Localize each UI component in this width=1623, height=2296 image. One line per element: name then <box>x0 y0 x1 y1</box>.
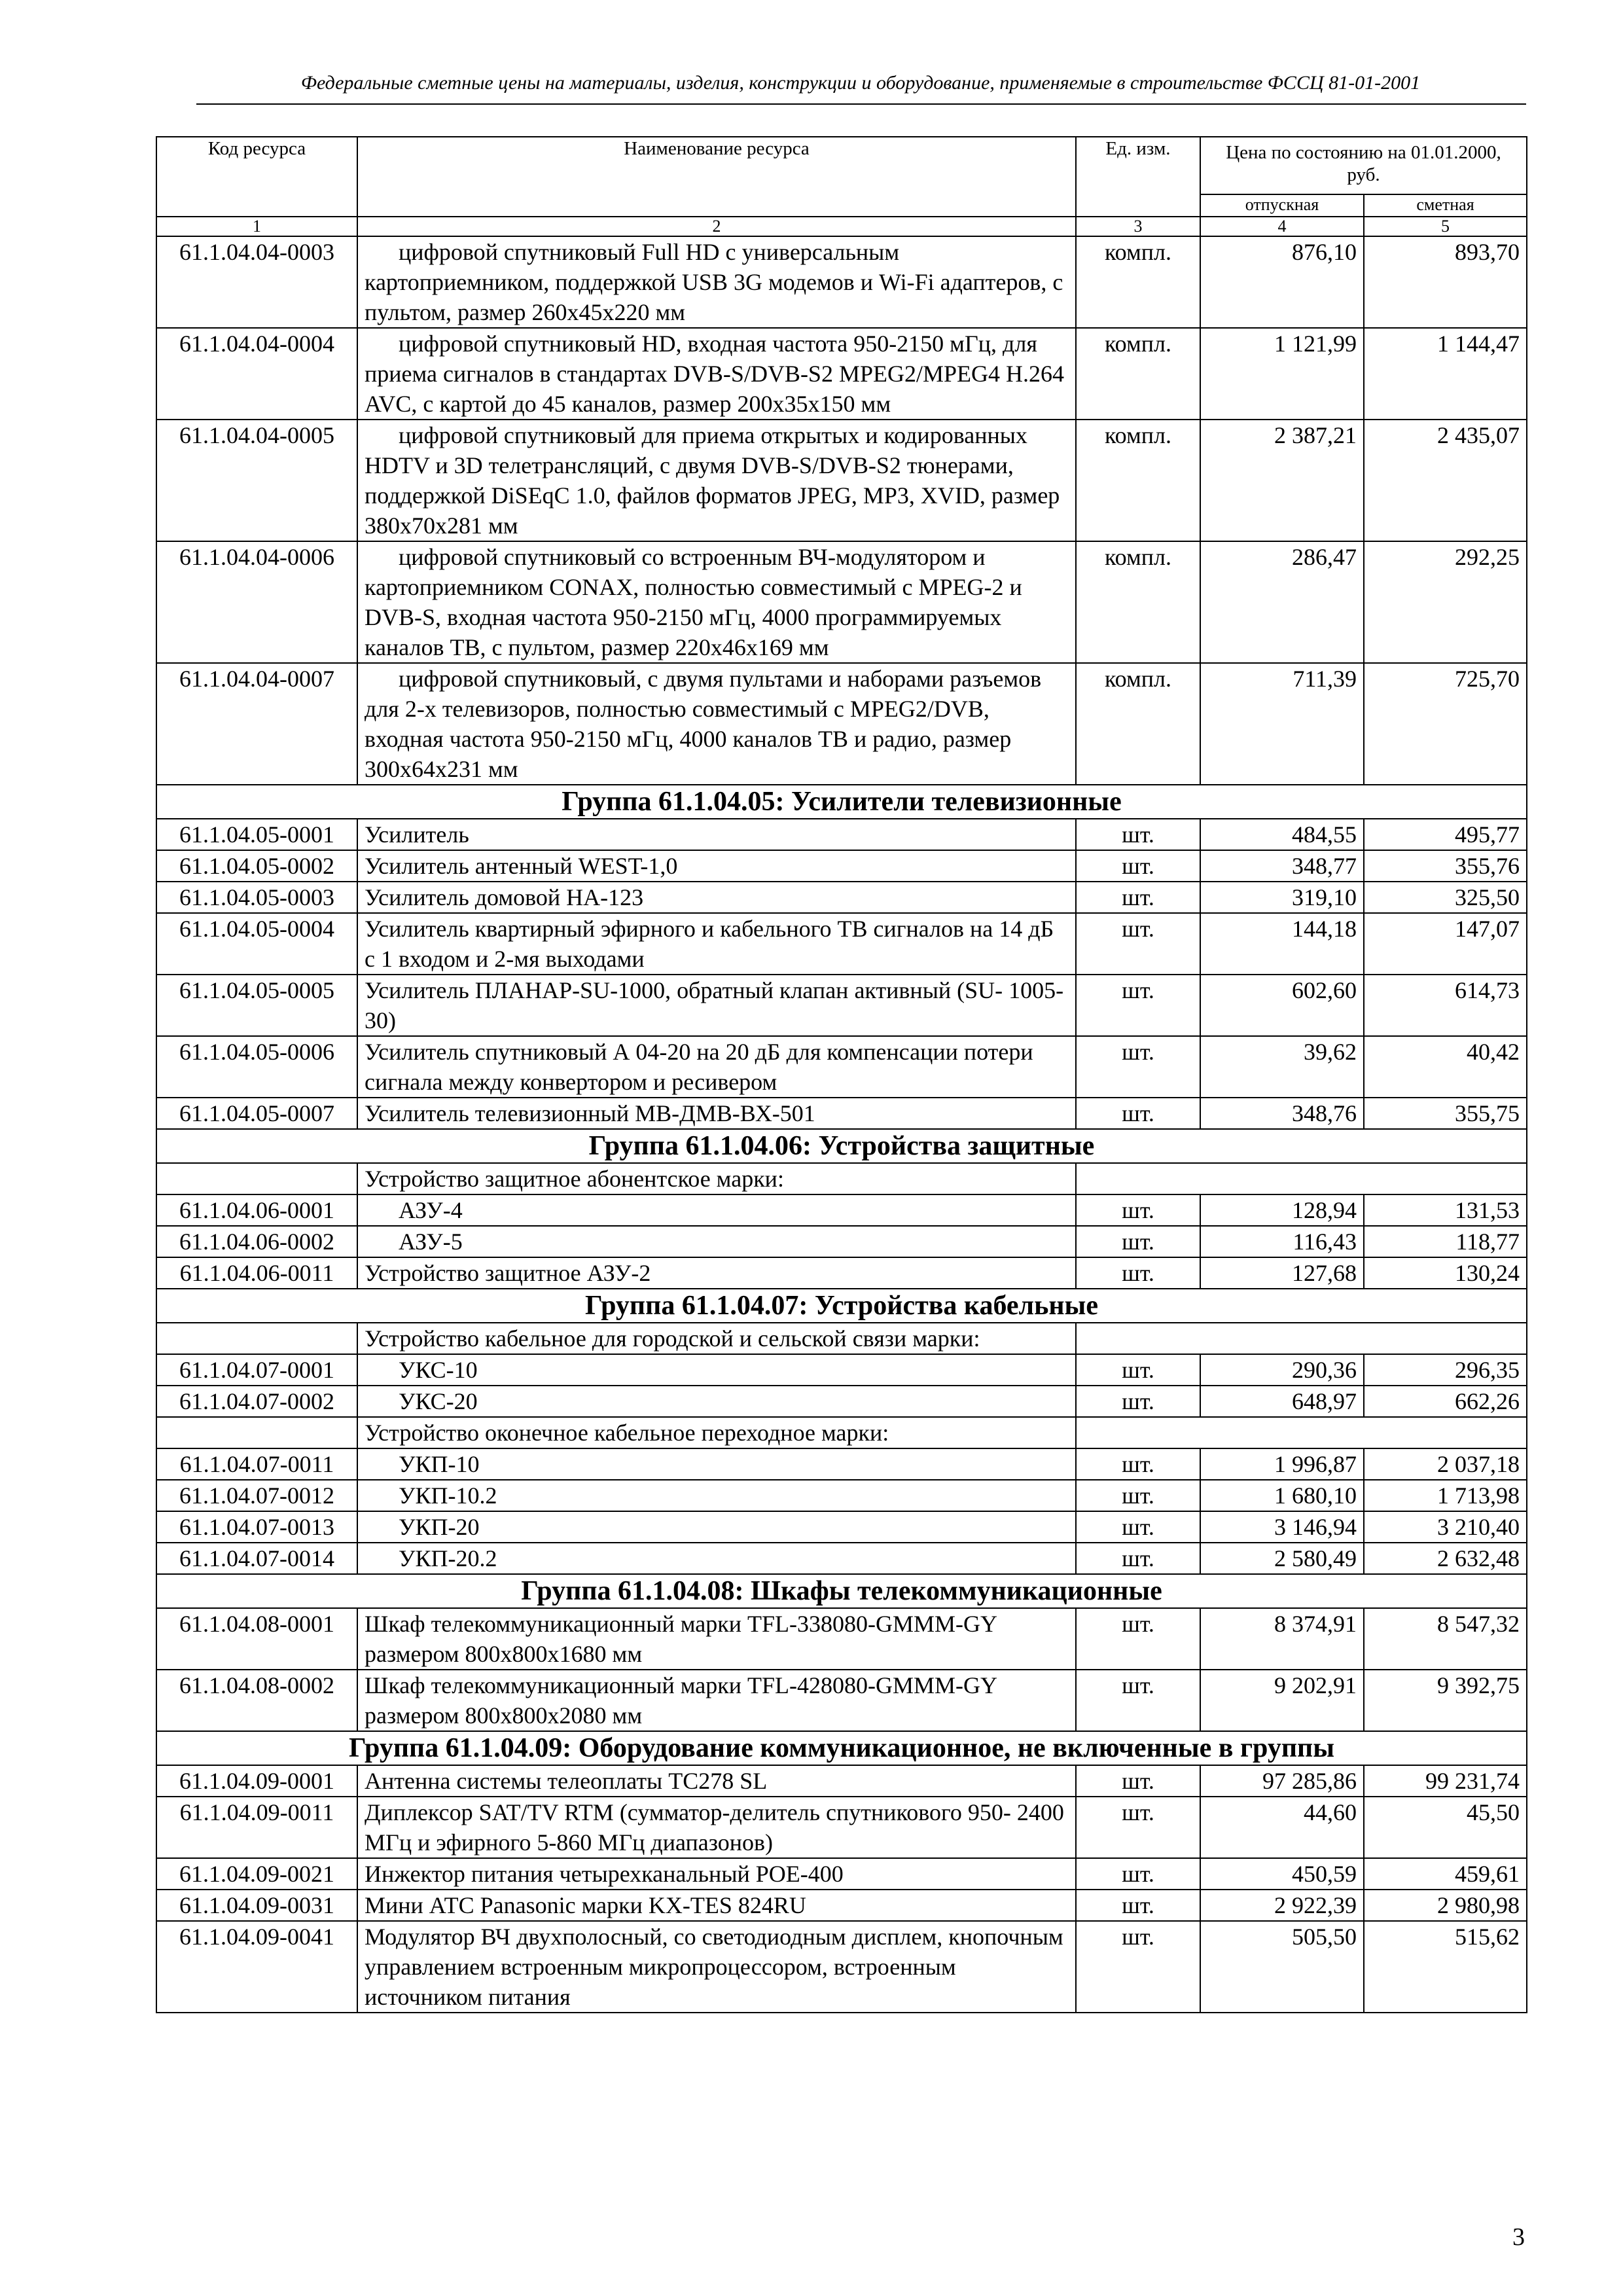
price-release: 1 996,87 <box>1200 1448 1364 1480</box>
resource-code: 61.1.04.07-0014 <box>156 1543 357 1574</box>
price-estimate: 662,26 <box>1364 1386 1527 1417</box>
group-heading: Группа 61.1.04.08: Шкафы телекоммуникационные <box>156 1574 1527 1608</box>
resource-name: Модулятор ВЧ двухполосный, со светодиодным дисплем, кнопочным управлением встроенным микропроцессором, встроенным источником питания <box>357 1921 1076 2013</box>
column-header-price-estimate: сметная <box>1364 194 1527 217</box>
resource-name: Усилитель домовой НА-123 <box>357 882 1076 913</box>
price-estimate: 118,77 <box>1364 1226 1527 1257</box>
resource-name: Усилитель телевизионный МВ-ДМВ-ВХ-501 <box>357 1098 1076 1129</box>
price-release: 3 146,94 <box>1200 1511 1364 1543</box>
table-row <box>156 1098 1527 1129</box>
group-heading-row <box>156 1731 1527 1765</box>
column-number: 5 <box>1364 217 1527 236</box>
resource-name-cell <box>357 663 1076 785</box>
price-estimate: 45,50 <box>1364 1797 1527 1858</box>
price-release: 348,77 <box>1200 850 1364 882</box>
resource-code: 61.1.04.07-0002 <box>156 1386 357 1417</box>
resource-code: 61.1.04.04-0007 <box>156 663 357 785</box>
table-row <box>156 1036 1527 1098</box>
resource-code: 61.1.04.08-0001 <box>156 1608 357 1670</box>
price-release: 2 580,49 <box>1200 1543 1364 1574</box>
resource-unit: шт. <box>1076 850 1200 882</box>
resource-code: 61.1.04.05-0001 <box>156 819 357 850</box>
resource-unit: компл. <box>1076 328 1200 420</box>
resource-name: АЗУ-5 <box>357 1226 1076 1257</box>
resource-code: 61.1.04.04-0006 <box>156 541 357 663</box>
price-estimate: 459,61 <box>1364 1858 1527 1890</box>
price-release: 144,18 <box>1200 913 1364 975</box>
price-estimate: 495,77 <box>1364 819 1527 850</box>
group-heading: Группа 61.1.04.05: Усилители телевизионные <box>156 785 1527 819</box>
table-row <box>156 1797 1527 1858</box>
price-release: 1 121,99 <box>1200 328 1364 420</box>
column-header-unit: Ед. изм. <box>1076 137 1200 217</box>
price-table <box>156 136 1527 2013</box>
price-estimate: 614,73 <box>1364 975 1527 1036</box>
table-row <box>156 1765 1527 1797</box>
empty-cells <box>1076 1323 1527 1354</box>
column-number: 2 <box>357 217 1076 236</box>
price-estimate: 2 980,98 <box>1364 1890 1527 1921</box>
resource-unit: шт. <box>1076 1480 1200 1511</box>
resource-name: УКС-10 <box>357 1354 1076 1386</box>
table-row <box>156 913 1527 975</box>
resource-unit: шт. <box>1076 1858 1200 1890</box>
price-estimate: 725,70 <box>1364 663 1527 785</box>
subgroup-caption-row <box>156 1323 1527 1354</box>
resource-unit: шт. <box>1076 913 1200 975</box>
resource-unit: шт. <box>1076 1765 1200 1797</box>
empty-cells <box>1076 1417 1527 1448</box>
running-header: Федеральные сметные цены на материалы, изделия, конструкции и оборудование, применяемые в строительстве ФССЦ 81-01-2001 <box>300 72 1421 94</box>
table-row <box>156 1890 1527 1921</box>
price-estimate: 893,70 <box>1364 236 1527 328</box>
resource-code: 61.1.04.07-0012 <box>156 1480 357 1511</box>
column-number: 3 <box>1076 217 1200 236</box>
column-header-price-release: отпускная <box>1200 194 1364 217</box>
resource-unit: шт. <box>1076 1670 1200 1731</box>
table-row <box>156 1511 1527 1543</box>
resource-unit: шт. <box>1076 1226 1200 1257</box>
group-heading-row <box>156 785 1527 819</box>
resource-name: Усилитель ПЛАНАР-SU-1000, обратный клапан активный (SU- 1005-30) <box>357 975 1076 1036</box>
table-body <box>156 236 1527 2013</box>
resource-code: 61.1.04.06-0001 <box>156 1194 357 1226</box>
resource-name: Инжектор питания четырехканальный POE-400 <box>357 1858 1076 1890</box>
table-row <box>156 420 1527 541</box>
resource-unit: шт. <box>1076 1354 1200 1386</box>
column-number: 1 <box>156 217 357 236</box>
subgroup-caption: Устройство оконечное кабельное переходное марки: <box>357 1417 1076 1448</box>
column-header-code: Код ресурса <box>156 137 357 217</box>
resource-code: 61.1.04.09-0031 <box>156 1890 357 1921</box>
group-heading: Группа 61.1.04.06: Устройства защитные <box>156 1129 1527 1163</box>
resource-code: 61.1.04.09-0011 <box>156 1797 357 1858</box>
page-number: 3 <box>1512 2223 1525 2251</box>
resource-name-cell <box>357 328 1076 420</box>
price-estimate: 325,50 <box>1364 882 1527 913</box>
resource-name: Усилитель <box>357 819 1076 850</box>
column-header-name: Наименование ресурса <box>357 137 1076 217</box>
resource-code: 61.1.04.05-0006 <box>156 1036 357 1098</box>
table-row <box>156 1921 1527 2013</box>
resource-name: Устройство защитное АЗУ-2 <box>357 1257 1076 1289</box>
resource-name: Мини АТС Panasonic марки KX-TES 824RU <box>357 1890 1076 1921</box>
price-estimate: 99 231,74 <box>1364 1765 1527 1797</box>
resource-code: 61.1.04.09-0041 <box>156 1921 357 2013</box>
resource-unit: компл. <box>1076 663 1200 785</box>
resource-name: УКС-20 <box>357 1386 1076 1417</box>
price-release: 484,55 <box>1200 819 1364 850</box>
resource-code: 61.1.04.08-0002 <box>156 1670 357 1731</box>
price-release: 8 374,91 <box>1200 1608 1364 1670</box>
column-number-row <box>156 217 1527 236</box>
resource-unit: компл. <box>1076 236 1200 328</box>
table-row <box>156 882 1527 913</box>
price-estimate: 147,07 <box>1364 913 1527 975</box>
price-estimate: 355,75 <box>1364 1098 1527 1129</box>
resource-name-cell <box>357 541 1076 663</box>
group-heading: Группа 61.1.04.09: Оборудование коммуникационное, не включенные в группы <box>156 1731 1527 1765</box>
resource-unit: шт. <box>1076 1797 1200 1858</box>
resource-name: Усилитель антенный WEST-1,0 <box>357 850 1076 882</box>
resource-code: 61.1.04.06-0011 <box>156 1257 357 1289</box>
resource-unit: шт. <box>1076 1448 1200 1480</box>
price-release: 2 387,21 <box>1200 420 1364 541</box>
price-release: 1 680,10 <box>1200 1480 1364 1511</box>
table-row <box>156 1543 1527 1574</box>
resource-code: 61.1.04.05-0002 <box>156 850 357 882</box>
price-release: 2 922,39 <box>1200 1890 1364 1921</box>
resource-name: УКП-20.2 <box>357 1543 1076 1574</box>
resource-name: Усилитель квартирный эфирного и кабельного ТВ сигналов на 14 дБ с 1 входом и 2-мя выходами <box>357 913 1076 975</box>
price-estimate: 40,42 <box>1364 1036 1527 1098</box>
price-release: 290,36 <box>1200 1354 1364 1386</box>
resource-name: Шкаф телекоммуникационный марки TFL-338080-GMMM-GY размером 800х800х1680 мм <box>357 1608 1076 1670</box>
price-release: 44,60 <box>1200 1797 1364 1858</box>
table-row <box>156 541 1527 663</box>
resource-unit: компл. <box>1076 420 1200 541</box>
table-row <box>156 663 1527 785</box>
table-row <box>156 1858 1527 1890</box>
price-release: 319,10 <box>1200 882 1364 913</box>
resource-name: УКП-10.2 <box>357 1480 1076 1511</box>
table-row <box>156 328 1527 420</box>
header-rule <box>196 103 1526 105</box>
resource-unit: шт. <box>1076 1257 1200 1289</box>
empty-code-cell <box>156 1417 357 1448</box>
resource-code: 61.1.04.07-0013 <box>156 1511 357 1543</box>
table-row <box>156 975 1527 1036</box>
table-row <box>156 1257 1527 1289</box>
group-heading-row <box>156 1129 1527 1163</box>
resource-unit: шт. <box>1076 1098 1200 1129</box>
table-row <box>156 236 1527 328</box>
resource-unit: шт. <box>1076 1921 1200 2013</box>
table-row <box>156 1448 1527 1480</box>
price-estimate: 9 392,75 <box>1364 1670 1527 1731</box>
resource-unit: шт. <box>1076 819 1200 850</box>
empty-cells <box>1076 1163 1527 1194</box>
price-release: 97 285,86 <box>1200 1765 1364 1797</box>
resource-name: УКП-10 <box>357 1448 1076 1480</box>
table-row <box>156 1194 1527 1226</box>
price-estimate: 1 144,47 <box>1364 328 1527 420</box>
price-release: 286,47 <box>1200 541 1364 663</box>
price-estimate: 131,53 <box>1364 1194 1527 1226</box>
resource-name: цифровой спутниковый со встроенным ВЧ-модулятором и картоприемником CONAX, полностью совместимый с MPEG-2 и DVB-S, входная частота 950-2150 мГц, 4000 программируемых каналов ТВ, с пультом, размер 220х46х169 мм <box>365 544 1022 660</box>
price-estimate: 2 632,48 <box>1364 1543 1527 1574</box>
resource-unit: шт. <box>1076 975 1200 1036</box>
group-heading: Группа 61.1.04.07: Устройства кабельные <box>156 1289 1527 1323</box>
price-estimate: 3 210,40 <box>1364 1511 1527 1543</box>
resource-code: 61.1.04.04-0004 <box>156 328 357 420</box>
resource-unit: шт. <box>1076 1386 1200 1417</box>
price-estimate: 2 435,07 <box>1364 420 1527 541</box>
resource-name: цифровой спутниковый для приема открытых и кодированных HDTV и 3D телетрансляций, с двумя DVB-S/DVB-S2 тюнерами, поддержкой DiSEqC 1.0, файлов форматов JPEG, MP3, XVID, размер 380х70х281 мм <box>365 422 1060 539</box>
group-heading-row <box>156 1574 1527 1608</box>
resource-code: 61.1.04.04-0003 <box>156 236 357 328</box>
price-release: 128,94 <box>1200 1194 1364 1226</box>
resource-code: 61.1.04.05-0003 <box>156 882 357 913</box>
resource-unit: шт. <box>1076 1194 1200 1226</box>
price-estimate: 2 037,18 <box>1364 1448 1527 1480</box>
price-release: 876,10 <box>1200 236 1364 328</box>
resource-code: 61.1.04.04-0005 <box>156 420 357 541</box>
subgroup-caption-row <box>156 1417 1527 1448</box>
price-release: 505,50 <box>1200 1921 1364 2013</box>
resource-unit: компл. <box>1076 541 1200 663</box>
column-number: 4 <box>1200 217 1364 236</box>
table-row <box>156 1354 1527 1386</box>
price-release: 127,68 <box>1200 1257 1364 1289</box>
subgroup-caption-row <box>156 1163 1527 1194</box>
resource-name: цифровой спутниковый, с двумя пультами и наборами разъемов для 2-х телевизоров, полностью совместимый с MPEG2/DVB, входная частота 950-2150 мГц, 4000 каналов ТВ и радио, размер 300х64х231 мм <box>365 666 1042 782</box>
resource-code: 61.1.04.09-0001 <box>156 1765 357 1797</box>
resource-name: УКП-20 <box>357 1511 1076 1543</box>
resource-unit: шт. <box>1076 1543 1200 1574</box>
resource-name: цифровой спутниковый Full HD с универсальным картоприемником, поддержкой USB 3G модемов и Wi-Fi адаптеров, с пультом, размер 260х45х220 мм <box>365 239 1063 325</box>
resource-code: 61.1.04.06-0002 <box>156 1226 357 1257</box>
table-row <box>156 1226 1527 1257</box>
price-estimate: 1 713,98 <box>1364 1480 1527 1511</box>
price-estimate: 355,76 <box>1364 850 1527 882</box>
resource-code: 61.1.04.09-0021 <box>156 1858 357 1890</box>
column-header-price: Цена по состоянию на 01.01.2000, руб. <box>1200 137 1527 194</box>
subgroup-caption: Устройство кабельное для городской и сельской связи марки: <box>357 1323 1076 1354</box>
resource-unit: шт. <box>1076 882 1200 913</box>
price-estimate: 292,25 <box>1364 541 1527 663</box>
resource-code: 61.1.04.07-0001 <box>156 1354 357 1386</box>
resource-name: АЗУ-4 <box>357 1194 1076 1226</box>
table-row <box>156 819 1527 850</box>
resource-code: 61.1.04.05-0004 <box>156 913 357 975</box>
resource-name: Антенна системы телеоплаты TC278 SL <box>357 1765 1076 1797</box>
resource-name: Усилитель спутниковый А 04-20 на 20 дБ для компенсации потери сигнала между конвертором и ресивером <box>357 1036 1076 1098</box>
resource-name-cell <box>357 420 1076 541</box>
resource-unit: шт. <box>1076 1608 1200 1670</box>
resource-code: 61.1.04.05-0007 <box>156 1098 357 1129</box>
price-release: 648,97 <box>1200 1386 1364 1417</box>
resource-code: 61.1.04.07-0011 <box>156 1448 357 1480</box>
empty-code-cell <box>156 1323 357 1354</box>
price-release: 711,39 <box>1200 663 1364 785</box>
table-row <box>156 1670 1527 1731</box>
price-release: 39,62 <box>1200 1036 1364 1098</box>
resource-unit: шт. <box>1076 1036 1200 1098</box>
subgroup-caption: Устройство защитное абонентское марки: <box>357 1163 1076 1194</box>
resource-name: Шкаф телекоммуникационный марки TFL-428080-GMMM-GY размером 800х800х2080 мм <box>357 1670 1076 1731</box>
price-release: 450,59 <box>1200 1858 1364 1890</box>
price-estimate: 515,62 <box>1364 1921 1527 2013</box>
table-row <box>156 1480 1527 1511</box>
resource-name-cell <box>357 236 1076 328</box>
resource-name: Диплексор SAT/TV RTM (сумматор-делитель спутникового 950- 2400 МГц и эфирного 5-860 МГц диапазонов) <box>357 1797 1076 1858</box>
price-estimate: 130,24 <box>1364 1257 1527 1289</box>
table-row <box>156 850 1527 882</box>
table-row <box>156 1608 1527 1670</box>
resource-unit: шт. <box>1076 1511 1200 1543</box>
group-heading-row <box>156 1289 1527 1323</box>
price-estimate: 296,35 <box>1364 1354 1527 1386</box>
empty-code-cell <box>156 1163 357 1194</box>
table-row <box>156 1386 1527 1417</box>
price-release: 348,76 <box>1200 1098 1364 1129</box>
resource-name: цифровой спутниковый HD, входная частота 950-2150 мГц, для приема сигналов в стандартах DVB-S/DVB-S2 MPEG2/MPEG4 H.264 AVC, с картой до 45 каналов, размер 200х35х150 мм <box>365 331 1064 417</box>
price-release: 602,60 <box>1200 975 1364 1036</box>
price-release: 116,43 <box>1200 1226 1364 1257</box>
resource-unit: шт. <box>1076 1890 1200 1921</box>
resource-code: 61.1.04.05-0005 <box>156 975 357 1036</box>
price-estimate: 8 547,32 <box>1364 1608 1527 1670</box>
price-release: 9 202,91 <box>1200 1670 1364 1731</box>
